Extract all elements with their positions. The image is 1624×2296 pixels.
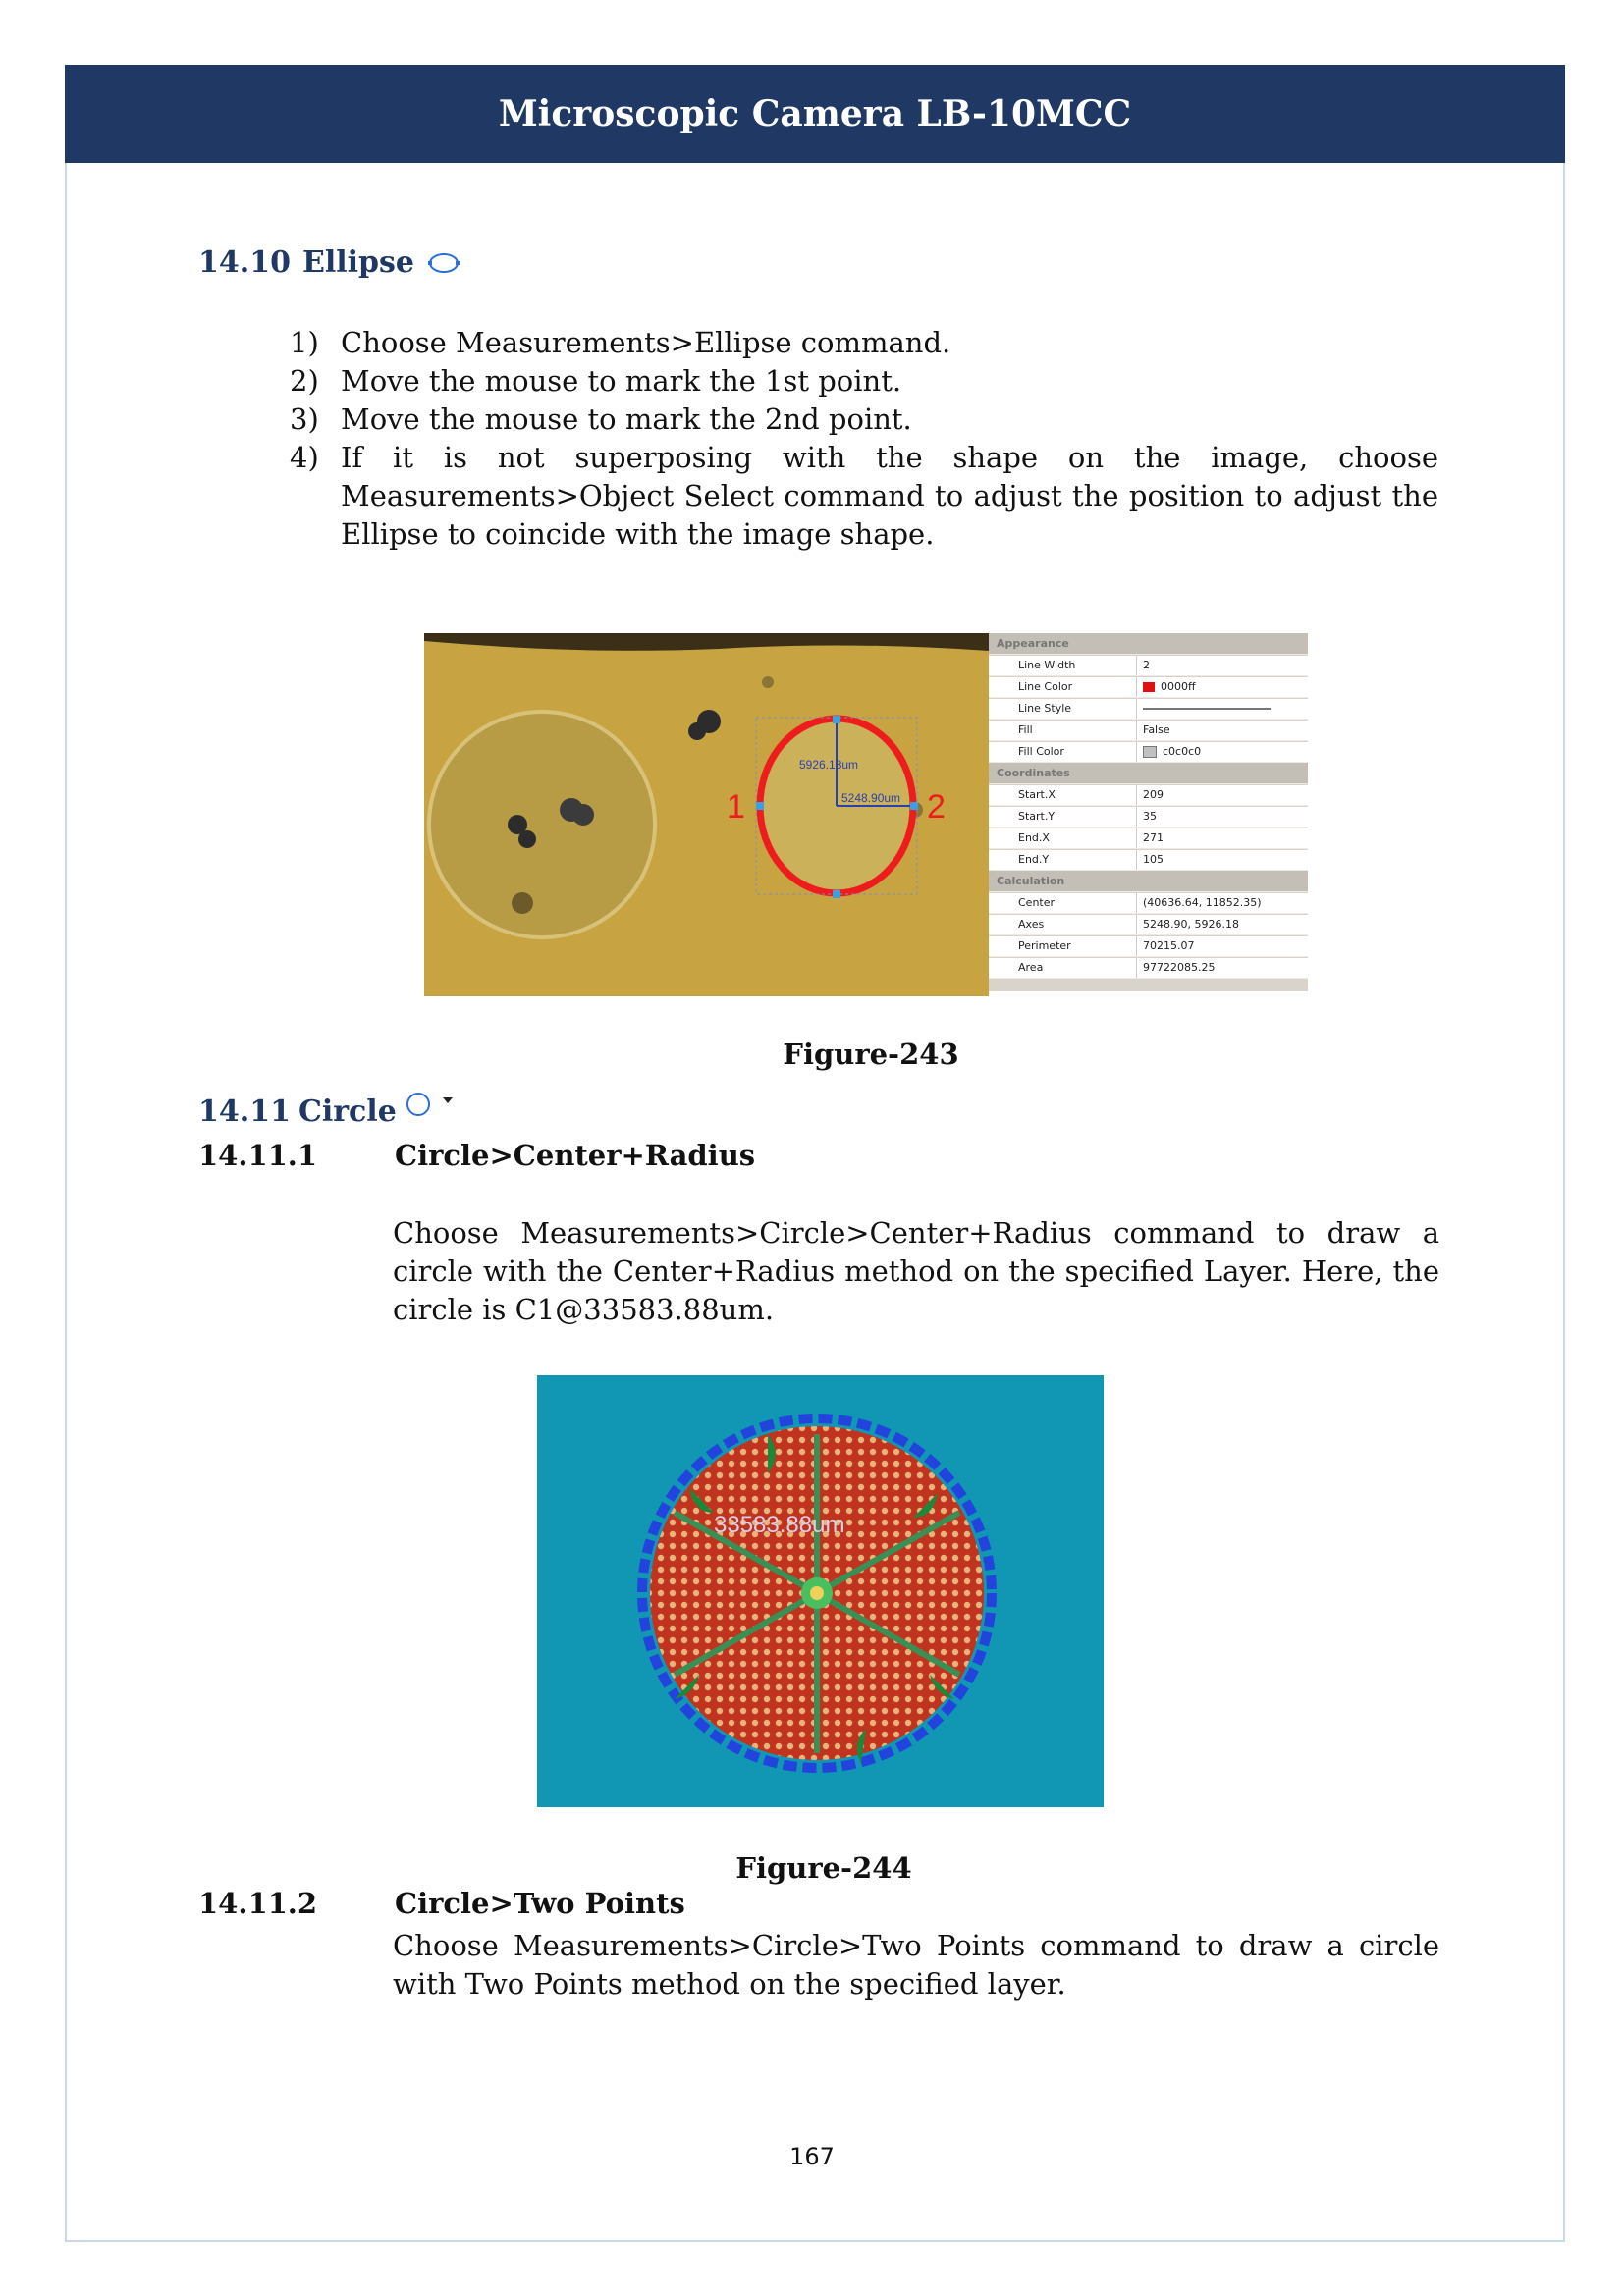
property-row: Line Color 0000ff — [989, 676, 1308, 698]
section-title: Ellipse — [301, 245, 414, 280]
subsection-number: 14.11.2 — [198, 1887, 318, 1920]
property-row: Line Style — [989, 698, 1308, 720]
color-swatch-red — [1143, 682, 1155, 692]
ellipse-steps — [290, 324, 1438, 554]
property-category: Appearance — [989, 633, 1308, 655]
list-item: 4) If it is not superposing with the shape on the image, choose Measurements>Object Select command to adjust the position to adjust the Ellipse to coincide with the image shape. — [290, 441, 1438, 551]
property-row: Center (40636.64, 11852.35) — [989, 892, 1308, 914]
property-row: Fill False — [989, 720, 1308, 741]
ellipse-tool-icon — [426, 248, 461, 278]
property-row: Start.Y 35 — [989, 806, 1308, 828]
property-grid — [989, 633, 1308, 991]
figure-244-caption: Figure-244 — [735, 1851, 912, 1885]
property-row: Line Width 2 — [989, 655, 1308, 676]
page-header — [65, 65, 1565, 163]
circle-tool-icon — [405, 1090, 434, 1119]
property-row: Area 97722085.25 — [989, 957, 1308, 979]
vertical-axis-label: 5926.18um — [799, 758, 859, 772]
section-number: 14.11 — [198, 1095, 291, 1129]
subsection-heading-two-points — [198, 1887, 685, 1920]
diatom-circle-image — [537, 1375, 1104, 1807]
figure-244 — [537, 1375, 1104, 1807]
subsection-title: Circle>Two Points — [395, 1887, 685, 1920]
subsection-title: Circle>Center+Radius — [395, 1139, 756, 1172]
point-2-label: 2 — [927, 788, 946, 826]
subsection-heading-center-radius — [198, 1139, 755, 1172]
subsection-number: 14.11.1 — [198, 1139, 318, 1172]
section-heading-circle — [198, 1095, 454, 1129]
section-heading-ellipse — [198, 245, 461, 280]
property-category: Calculation — [989, 871, 1308, 892]
property-row: Perimeter 70215.07 — [989, 935, 1308, 957]
radius-label: 33583.88um — [714, 1512, 845, 1538]
center-radius-paragraph: Choose Measurements>Circle>Center+Radius command to draw a circle with the Center+Radius method on the specified Layer. Here, the circle is C1@33583.88um. — [393, 1216, 1439, 1326]
figure-243-caption: Figure-243 — [783, 1038, 959, 1071]
property-row: Start.X 209 — [989, 784, 1308, 806]
ellipse-microscope-image — [424, 633, 989, 996]
list-item: 2) Move the mouse to mark the 1st point. — [290, 364, 902, 398]
color-swatch-gray — [1143, 746, 1157, 758]
property-row: Fill Color c0c0c0 — [989, 741, 1308, 763]
two-points-paragraph: Choose Measurements>Circle>Two Points command to draw a circle with Two Points method on the specified layer. — [393, 1929, 1439, 2001]
dropdown-arrow-icon — [442, 1095, 454, 1105]
section-number: 14.10 — [198, 245, 291, 280]
header-title: Microscopic Camera LB-10MCC — [498, 93, 1132, 134]
point-1-label: 1 — [727, 788, 745, 826]
line-style-sample — [1143, 708, 1271, 710]
list-item: 3) Move the mouse to mark the 2nd point. — [290, 402, 912, 436]
property-row: End.Y 105 — [989, 849, 1308, 871]
list-item: 1) Choose Measurements>Ellipse command. — [290, 326, 951, 359]
horizontal-axis-label: 5248.90um — [841, 791, 901, 805]
property-category: Coordinates — [989, 763, 1308, 784]
page-number: 167 — [789, 2143, 835, 2170]
figure-243 — [424, 633, 1318, 996]
property-row: End.X 271 — [989, 828, 1308, 849]
section-title: Circle — [298, 1095, 397, 1129]
property-row: Axes 5248.90, 5926.18 — [989, 914, 1308, 935]
